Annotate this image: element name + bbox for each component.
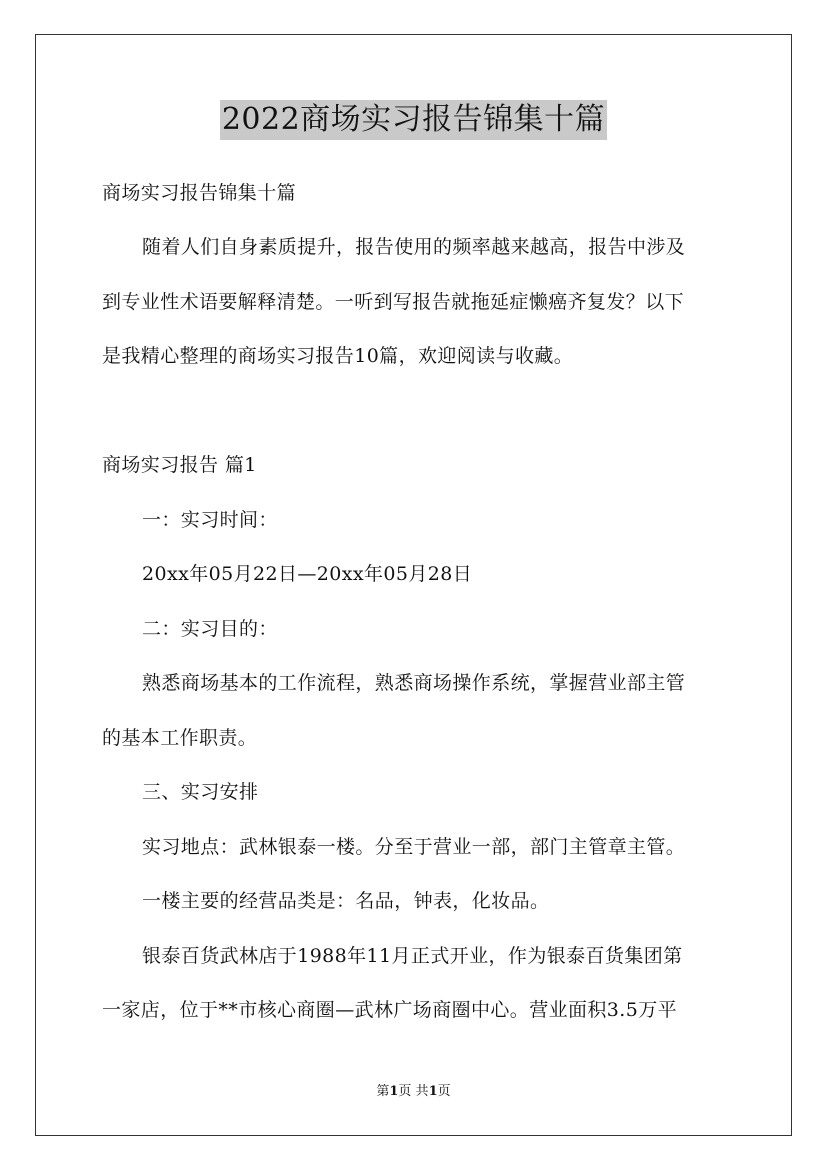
paragraph-line: 一：实习时间： [142, 509, 278, 531]
document-title: 2022商场实习报告锦集十篇 [220, 100, 607, 140]
paragraph-line: 实习地点：武林银泰一楼。分至于营业一部，部门主管章主管。 [142, 836, 686, 858]
footer-prefix: 第 [376, 1084, 390, 1099]
paragraph-line: 的基本工作职责。 [102, 727, 258, 749]
footer-page-total: 1 [428, 1084, 438, 1099]
subtitle-line: 商场实习报告锦集十篇 [102, 182, 297, 204]
paragraph-line: 一楼主要的经营品类是：名品，钟表，化妆品。 [142, 890, 550, 912]
paragraph-line: 银泰百货武林店于1988年11月正式开业，作为银泰百货集团第 [142, 945, 683, 967]
footer-suffix: 页 [437, 1084, 451, 1099]
paragraph-line: 随着人们自身素质提升，报告使用的频率越来越高，报告中涉及 [142, 236, 686, 258]
paragraph-line: 是我精心整理的商场实习报告10篇，欢迎阅读与收藏。 [102, 345, 574, 367]
page-footer [0, 1084, 827, 1100]
paragraph-line: 一家店，位于**市核心商圈—武林广场商圈中心。营业面积3.5万平 [102, 999, 678, 1021]
paragraph-line: 到专业性术语要解释清楚。一听到写报告就拖延症懒癌齐复发？以下 [102, 291, 685, 313]
paragraph-line: 三、实习安排 [142, 781, 259, 803]
title-wrap [0, 100, 827, 140]
paragraph-line: 二：实习目的： [142, 618, 278, 640]
footer-page-number: 1 [389, 1084, 399, 1099]
paragraph-line: 20xx年05月22日—20xx年05月28日 [142, 563, 473, 585]
paragraph-line: 熟悉商场基本的工作流程，熟悉商场操作系统，掌握营业部主管 [142, 672, 686, 694]
footer-mid: 页 共 [398, 1084, 429, 1099]
section-heading: 商场实习报告 篇1 [102, 454, 257, 476]
